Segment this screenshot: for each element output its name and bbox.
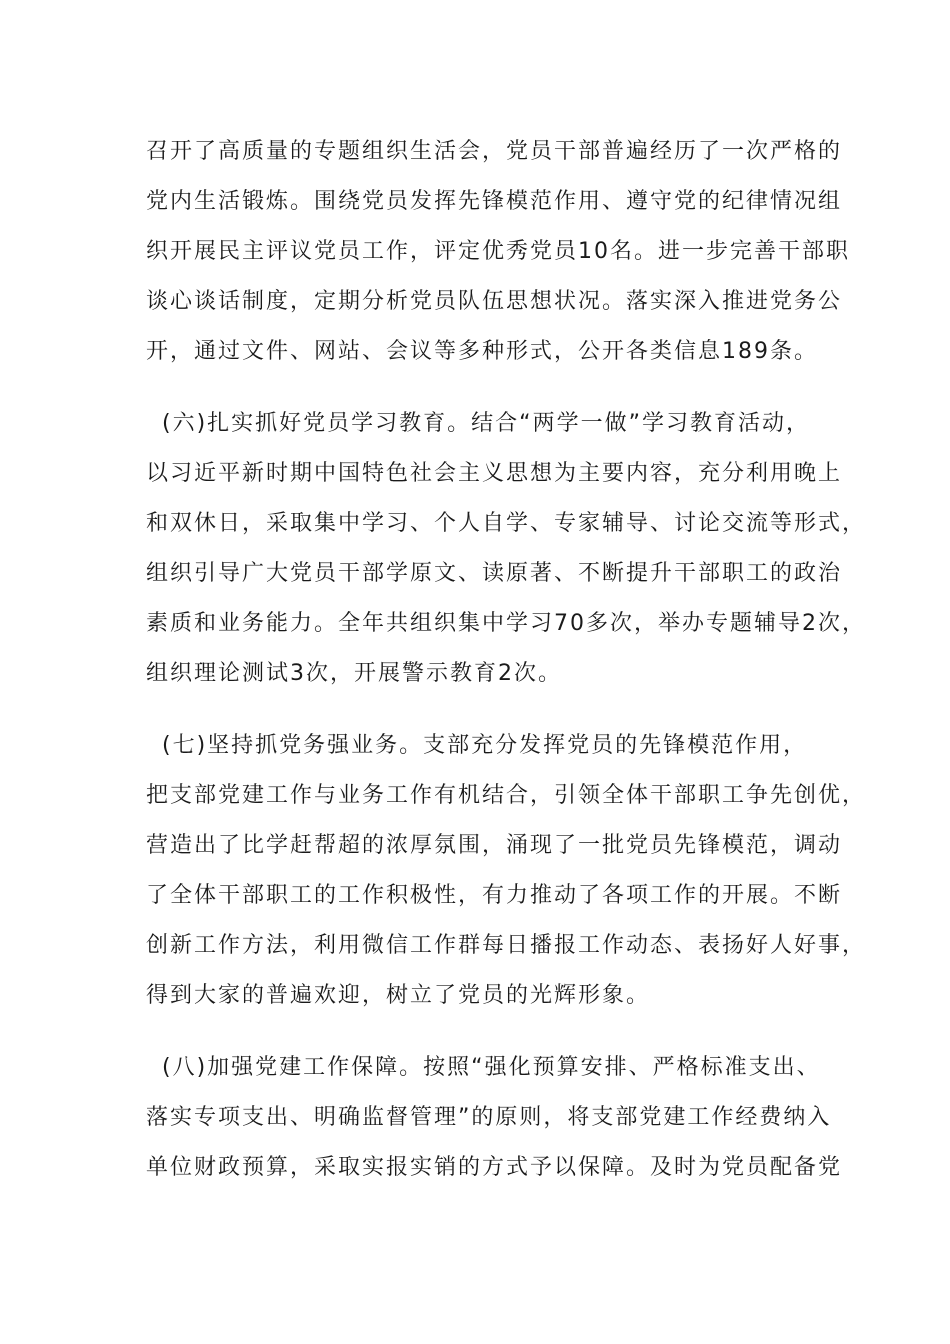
paragraph-3-line-1: (七)坚持抓党务强业务。支部充分发挥党员的先锋模范作用，	[162, 733, 808, 758]
paragraph-3-line-3: 营造出了比学赶帮超的浓厚氛围，涌现了一批党员先锋模范，调动	[146, 833, 843, 858]
paragraph-1-line-2: 党内生活锻炼。围绕党员发挥先锋模范作用、遵守党的纪律情况组	[146, 189, 843, 214]
paragraph-2-line-4: 组织引导广大党员干部学原文、读原著、不断提升干部职工的政治	[146, 561, 843, 586]
paragraph-1-line-1: 召开了高质量的专题组织生活会，党员干部普遍经历了一次严格的	[146, 139, 843, 164]
paragraph-4-line-1: (八)加强党建工作保障。按照“强化预算安排、严格标准支出、	[162, 1055, 821, 1080]
paragraph-3-line-2: 把支部党建工作与业务工作有机结合，引领全体干部职工争先创优，	[146, 783, 867, 808]
paragraph-2-line-3: 和双休日，采取集中学习、个人自学、专家辅导、讨论交流等形式，	[146, 511, 867, 536]
paragraph-2-line-1: (六)扎实抓好党员学习教育。结合“两学一做”学习教育活动，	[162, 411, 810, 436]
paragraph-1-line-5: 开，通过文件、网站、会议等多种形式，公开各类信息189条。	[146, 339, 818, 364]
paragraph-2-line-6: 组织理论测试3次，开展警示教育2次。	[146, 661, 562, 686]
paragraph-2-line-5: 素质和业务能力。全年共组织集中学习70多次，举办专题辅导2次，	[146, 611, 866, 636]
paragraph-4-line-3: 单位财政预算，采取实报实销的方式予以保障。及时为党员配备党	[146, 1155, 843, 1180]
paragraph-4-line-2: 落实专项支出、明确监督管理”的原则，将支部党建工作经费纳入	[146, 1105, 832, 1130]
paragraph-3-line-6: 得到大家的普遍欢迎，树立了党员的光辉形象。	[146, 983, 651, 1008]
paragraph-3-line-4: 了全体干部职工的工作积极性，有力推动了各项工作的开展。不断	[146, 883, 843, 908]
paragraph-1-line-3: 织开展民主评议党员工作，评定优秀党员10名。进一步完善干部职	[146, 239, 850, 264]
paragraph-2-line-2: 以习近平新时期中国特色社会主义思想为主要内容，充分利用晚上	[146, 461, 843, 486]
paragraph-1-line-4: 谈心谈话制度，定期分析党员队伍思想状况。落实深入推进党务公	[146, 289, 843, 314]
paragraph-3-line-5: 创新工作方法，利用微信工作群每日播报工作动态、表扬好人好事，	[146, 933, 867, 958]
